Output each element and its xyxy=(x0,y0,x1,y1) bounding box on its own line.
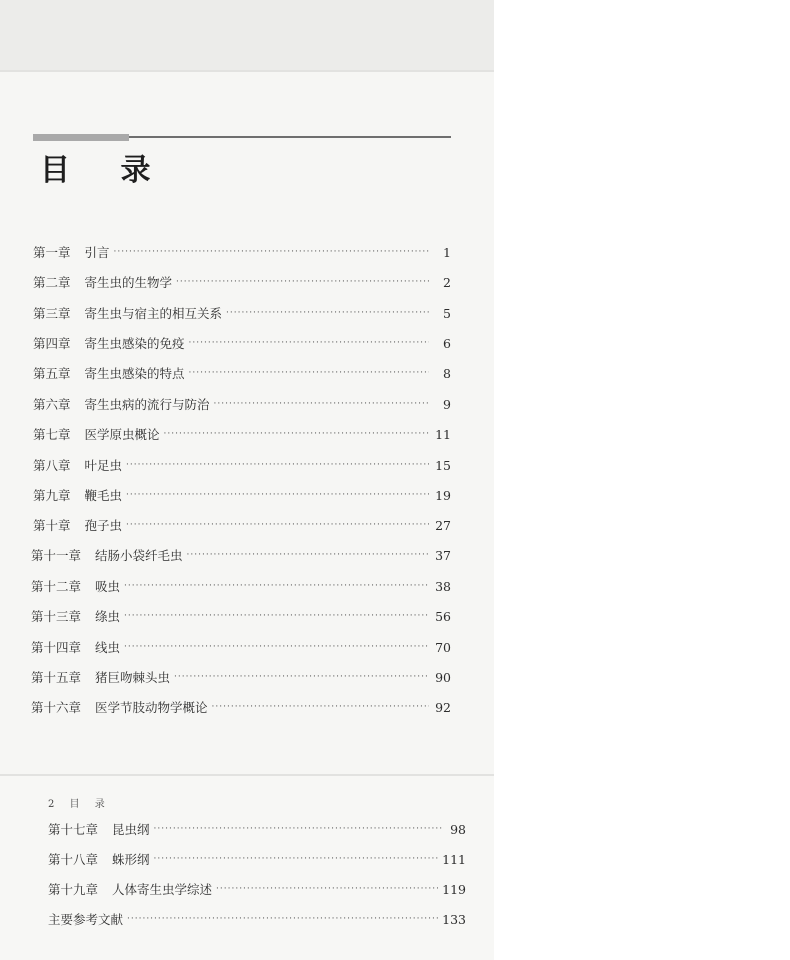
page-number: 133 xyxy=(442,912,466,927)
leader-dots xyxy=(164,429,429,439)
chapter-number: 第六章 xyxy=(33,397,71,412)
page-number: 5 xyxy=(443,306,451,321)
chapter-title: 医学节肢动物学概论 xyxy=(95,700,208,715)
chapter-title: 引言 xyxy=(84,245,110,260)
chapter-number: 第一章 xyxy=(33,245,71,260)
title-rule-accent xyxy=(33,134,129,141)
leader-dots xyxy=(226,308,429,318)
toc-entry[interactable] xyxy=(33,516,451,534)
page-number: 38 xyxy=(435,579,451,594)
page-number: 111 xyxy=(442,852,466,867)
chapter-title: 寄生虫感染的免疫 xyxy=(84,336,185,351)
chapter-number: 第十章 xyxy=(33,518,71,533)
page-number: 98 xyxy=(450,822,466,837)
leader-dots xyxy=(124,581,429,591)
leader-dots xyxy=(126,490,429,500)
running-header: 2 目 录 xyxy=(48,799,111,810)
chapter-title: 叶足虫 xyxy=(84,458,123,473)
chapter-title: 孢子虫 xyxy=(84,518,123,533)
chapter-title: 人体寄生虫学综述 xyxy=(112,882,213,897)
toc-entry[interactable] xyxy=(33,364,451,382)
page-number: 70 xyxy=(435,640,451,655)
leader-dots xyxy=(126,460,429,470)
leader-dots xyxy=(127,914,438,924)
page-edge xyxy=(0,70,494,72)
chapter-title: 线虫 xyxy=(95,640,121,655)
page-number: 1 xyxy=(443,245,451,260)
page-number: 90 xyxy=(435,670,451,685)
toc-entry[interactable] xyxy=(31,607,451,625)
leader-dots xyxy=(214,399,429,409)
page-number: 2 xyxy=(443,275,451,290)
leader-dots xyxy=(154,824,444,834)
toc-entry[interactable] xyxy=(31,698,451,716)
chapter-number: 第十五章 xyxy=(31,670,82,685)
chapter-title: 寄生虫感染的特点 xyxy=(84,366,185,381)
page-number: 27 xyxy=(435,518,451,533)
chapter-title: 医学原虫概论 xyxy=(84,427,160,442)
chapter-number: 第十八章 xyxy=(48,852,99,867)
page-number: 37 xyxy=(435,548,451,563)
chapter-title: 蛛形纲 xyxy=(112,852,150,867)
chapter-title: 吸虫 xyxy=(95,579,121,594)
page-number: 56 xyxy=(435,609,451,624)
toc-entry[interactable] xyxy=(33,395,451,413)
leader-dots xyxy=(212,702,429,712)
leader-dots xyxy=(189,368,429,378)
page-number: 19 xyxy=(435,488,451,503)
chapter-number: 第二章 xyxy=(33,275,71,290)
toc-entry[interactable] xyxy=(48,880,466,898)
chapter-number: 第三章 xyxy=(33,306,71,321)
toc-entry[interactable] xyxy=(33,243,451,261)
toc-entry[interactable] xyxy=(33,425,451,443)
leader-dots xyxy=(154,854,439,864)
chapter-number: 第四章 xyxy=(33,336,71,351)
page-number: 119 xyxy=(442,882,466,897)
toc-entry[interactable] xyxy=(48,910,466,928)
chapter-number: 第十三章 xyxy=(31,609,82,624)
leader-dots xyxy=(176,277,429,287)
leader-dots xyxy=(174,672,429,682)
toc-entry[interactable] xyxy=(33,486,451,504)
page-number: 92 xyxy=(435,700,451,715)
chapter-number: 第十二章 xyxy=(31,579,82,594)
page-edge xyxy=(0,774,494,776)
toc-entry[interactable] xyxy=(48,850,466,868)
page-number: 15 xyxy=(435,458,451,473)
chapter-title: 寄生虫病的流行与防治 xyxy=(84,397,210,412)
toc-entry[interactable] xyxy=(33,273,451,291)
page-number: 8 xyxy=(443,366,451,381)
chapter-number: 第五章 xyxy=(33,366,71,381)
leader-dots xyxy=(126,520,429,530)
toc-entry[interactable] xyxy=(31,546,451,564)
chapter-number: 第十四章 xyxy=(31,640,82,655)
chapter-number: 第八章 xyxy=(33,458,71,473)
chapter-number: 第七章 xyxy=(33,427,71,442)
chapter-number: 第十七章 xyxy=(48,822,99,837)
toc-entry[interactable] xyxy=(31,577,451,595)
toc-entry[interactable] xyxy=(31,638,451,656)
page-number: 11 xyxy=(435,427,451,442)
chapter-title: 寄生虫与宿主的相互关系 xyxy=(84,306,223,321)
toc-entry[interactable] xyxy=(33,456,451,474)
toc-entry[interactable] xyxy=(33,304,451,322)
leader-dots xyxy=(114,247,429,257)
toc-entry[interactable] xyxy=(33,334,451,352)
chapter-title: 绦虫 xyxy=(95,609,121,624)
previous-page-strip xyxy=(0,0,494,70)
chapter-title: 寄生虫的生物学 xyxy=(84,275,173,290)
chapter-title: 结肠小袋纤毛虫 xyxy=(95,548,183,563)
toc-entry[interactable] xyxy=(31,668,451,686)
page-number: 6 xyxy=(443,336,451,351)
leader-dots xyxy=(216,884,438,894)
chapter-number: 第十一章 xyxy=(31,548,82,563)
toc-entry[interactable] xyxy=(48,820,466,838)
chapter-number: 第九章 xyxy=(33,488,71,503)
leader-dots xyxy=(124,611,429,621)
chapter-number: 主要参考文献 xyxy=(48,912,124,927)
chapter-number: 第十九章 xyxy=(48,882,99,897)
leader-dots xyxy=(189,338,429,348)
chapter-title: 猪巨吻棘头虫 xyxy=(95,670,171,685)
page-title: 目 录 xyxy=(40,153,171,188)
chapter-title: 鞭毛虫 xyxy=(84,488,123,503)
page-number: 9 xyxy=(443,397,451,412)
chapter-title: 昆虫纲 xyxy=(112,822,150,837)
leader-dots xyxy=(187,550,429,560)
chapter-number: 第十六章 xyxy=(31,700,82,715)
leader-dots xyxy=(124,642,429,652)
